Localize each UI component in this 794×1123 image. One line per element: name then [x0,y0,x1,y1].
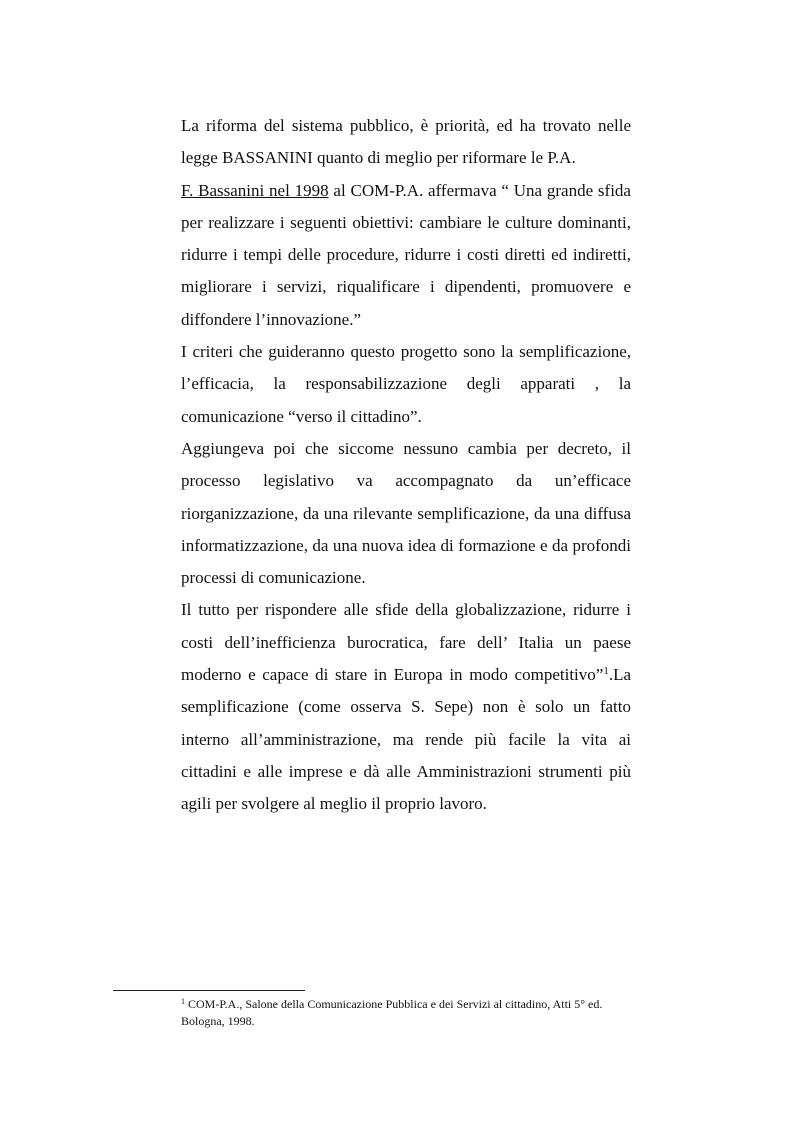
paragraph-aggiungeva: Aggiungeva poi che siccome nessuno cambia per decreto, il processo legislativo va accompagnato da un’efficace riorganizzazione, da una rilevante semplificazione, da una diffusa informatizzazione, da una nuova idea di formazione e da profondi processi di comunicazione. [181,438,631,588]
underlined-citation: F. Bassanini nel 1998 [181,180,329,200]
footnote-text: COM-P.A., Salone della Comunicazione Pubblica e dei Servizi al cittadino, Atti 5° ed. Bologna, 1998. [181,997,603,1028]
paragraph-bassanini-quote [181,175,631,336]
footnote-separator [113,990,305,991]
footnote-reference[interactable]: 1 [603,665,609,678]
paragraph-globalizzazione [181,594,631,820]
paragraph-riforma: La riforma del sistema pubblico, è priorità, ed ha trovato nelle legge BASSANINI quanto di meglio per riformare le P.A. [181,116,631,168]
footnote [181,996,631,1030]
paragraph-criteri: I criteri che guideranno questo progetto sono la semplificazione, l’efficacia, la responsabilizzazione degli apparati , la comunicazione “verso il cittadino”. [181,342,631,426]
paragraph-text-before-ref: Il tutto per rispondere alle sfide della globalizzazione, ridurre i costi dell’inefficienza burocratica, fare dell’ Italia un paese moderno e capace di stare in Europa in modo competitivo” [181,600,631,685]
quote-text: al COM-P.A. affermava “ Una grande sfida per realizzare i seguenti obiettivi: cambiare le culture dominanti, ridurre i tempi delle procedure, ridurre i costi diretti ed indiretti, migliorare i servizi, riqualificare i dipendenti, promuovere e diffondere l’innovazione.” [181,180,631,329]
footnote-number: 1 [181,997,185,1006]
body-text [181,110,631,821]
paragraph-text-after-ref: .La semplificazione (come osserva S. Sepe) non è solo un fatto interno all’amministrazione, ma rende più facile la vita ai cittadini e alle imprese e dà alle Amministrazioni strumenti più agili per svolgere al meglio il proprio lavoro. [181,665,631,814]
